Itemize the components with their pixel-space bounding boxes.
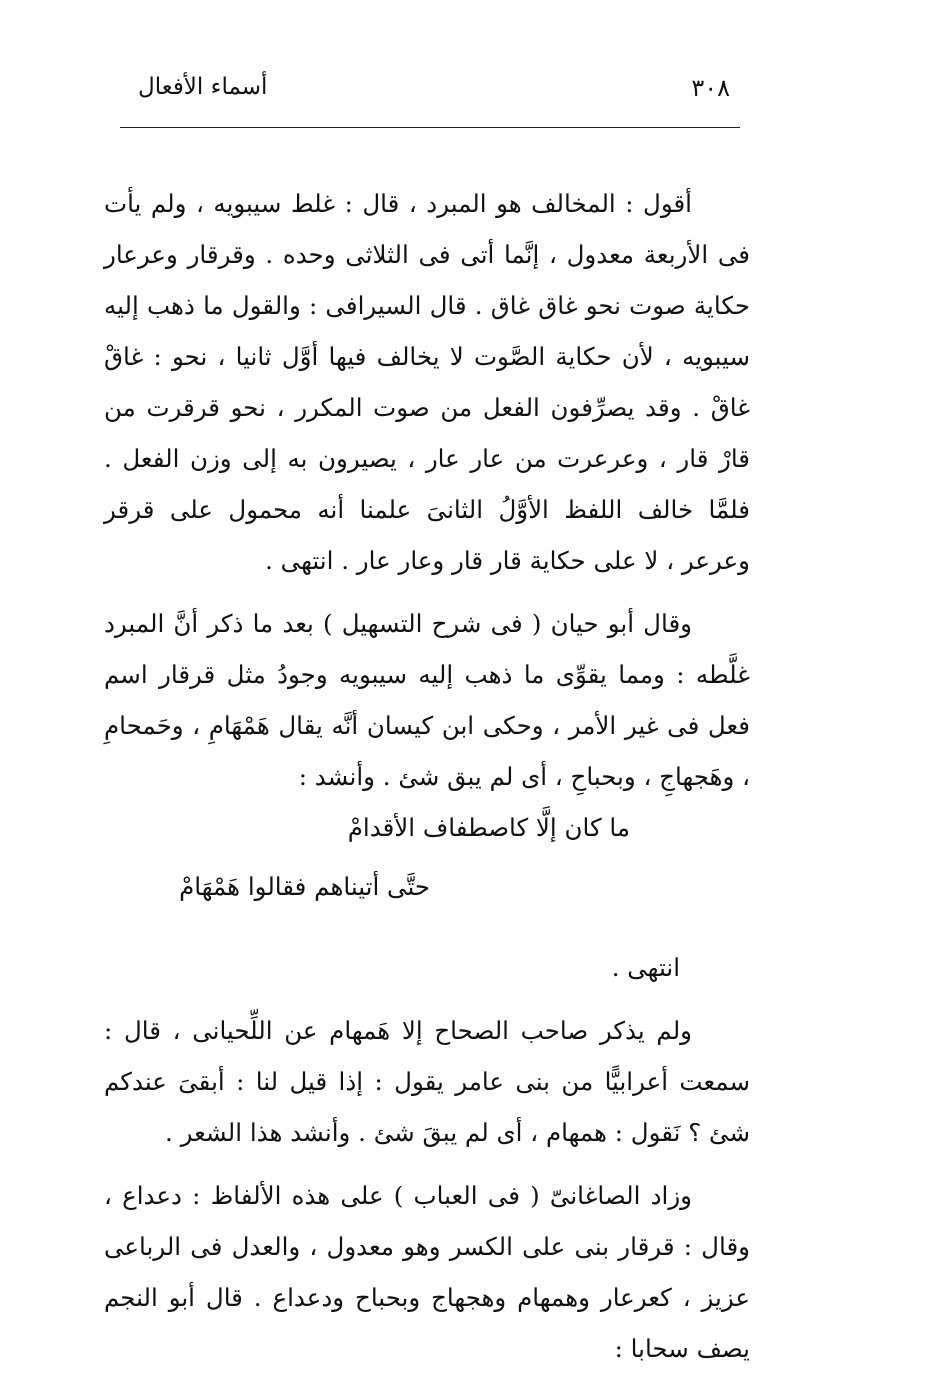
paragraph-3: ولم يذكر صاحب الصحاح إلا هَمهام عن اللِّحيانى ، قال : سمعت أعرابيًّا من بنى عامر يقول : إذا قيل لنا : أبقىَ عندكم شئ ؟ نَقول : همهام ، أى لم يبقَ شئ . وأنشد هذا الشعر .: [104, 1016, 750, 1147]
running-title: أسماء الأفعال: [138, 74, 268, 100]
page-number: ٣٠٨: [691, 74, 730, 102]
header-rule: [120, 127, 740, 128]
verse-line-2: حتَّى أتيناهم فقالوا هَمْهَامْ: [179, 872, 430, 901]
paragraph-4: وزاد الصاغانىّ ( فى العباب ) على هذه الألفاظ : دعداع ، وقال : قرقار بنى على الكسر وهو معدول ، والعدل فى الرباعى عزيز ، كعرعار وهمهام وهجهاج وبحباح ودعداع . قال أبو النجم يصف سحابا :: [104, 1181, 750, 1363]
paragraph-2: وقال أبو حيان ( فى شرح التسهيل ) بعد ما ذكر أنَّ المبرد غلَّطه : ومما يقوِّى ما ذهب إليه سيبويه وجودُ مثل قرقار اسم فعل فى غير الأمر ، وحكى ابن كيسان أنَّه يقال هَمْهَامِ ، وحَمحامِ ، وهَجهاجِ ، وبحباحِ ، أى لم يبق شئ . وأنشد :: [104, 609, 750, 791]
page-header: [120, 70, 740, 110]
verse-end-note: انتهى .: [611, 953, 680, 982]
verse-line-1: ما كان إلَّا كاصطفاف الأقدامْ: [347, 813, 630, 842]
page-body: [104, 178, 750, 1374]
paragraph-1: أقول : المخالف هو المبرد ، قال : غلط سيبويه ، ولم يأت فى الأربعة معدول ، إنَّما أتى فى الثلاثى وحده . وقرقار وعرعار حكاية صوت نحو غاق غاق . قال السيرافى : والقول ما ذهب إليه سيبويه ، لأن حكاية الصَّوت لا يخالف فيها أوَّل ثانيا ، نحو : غاقْ غاقْ . وقد يصرِّفون الفعل من صوت المكرر ، نحو قرقرت من قارْ قار ، وعرعرت من عار عار ، يصيرون به إلى وزن الفعل . فلمَّا خالف اللفظ الأوَّلُ الثانىَ علمنا أنه محمول على قرقر وعرعر ، لا على حكاية قار قار وعار عار . انتهى .: [104, 189, 750, 575]
